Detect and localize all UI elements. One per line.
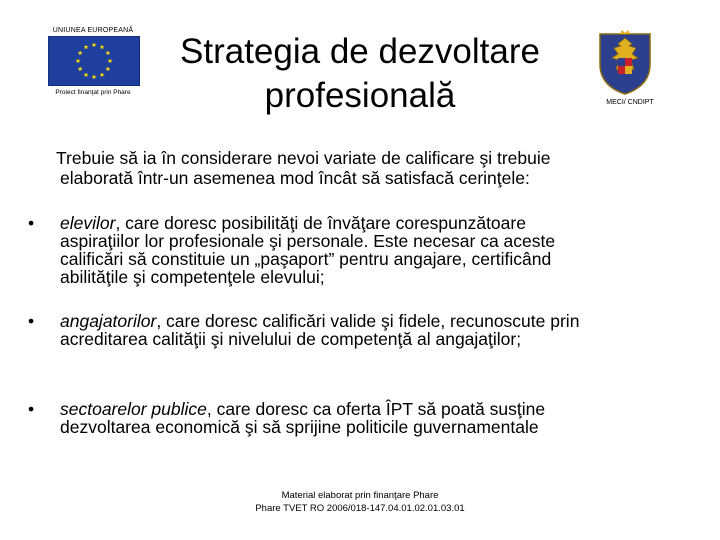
romania-coat-of-arms-logo — [596, 30, 654, 96]
bullet-text — [60, 400, 690, 436]
bullet-rest: , care doresc calificări valide şi fidele, recunoscute prin — [156, 311, 580, 331]
bullet-text — [60, 214, 690, 286]
eu-star-icon — [108, 58, 113, 63]
title-line-2: profesională — [264, 76, 456, 115]
bullet-rest: , care doresc ca oferta ÎPT să poată susţine — [206, 399, 546, 419]
eu-star-icon — [92, 42, 97, 47]
bullet-rest: , care doresc posibilităţi de învăţare corespunzătoare — [115, 213, 526, 233]
title-line-1: Strategia de dezvoltare — [180, 32, 540, 71]
bullet-line: acreditarea calităţii şi nivelului de competenţă al angajaţilor; — [60, 329, 522, 349]
eu-star-icon — [84, 45, 89, 50]
eu-star-icon — [100, 72, 105, 77]
bullet-term: angajatorilor — [60, 311, 157, 331]
page-title — [150, 30, 570, 118]
bullet-line: calificări să constituie un „paşaport” pentru angajare, certificând — [60, 249, 552, 269]
footer-line-2: Phare TVET RO 2006/018-147.04.01.02.01.03.01 — [255, 503, 465, 514]
footer-note — [200, 489, 520, 515]
footer-line-1: Material elaborat prin finanţare Phare — [281, 490, 439, 501]
bullet-text — [60, 312, 690, 348]
bullet-term: sectoarelor publice — [60, 399, 207, 419]
eu-star-icon — [76, 58, 81, 63]
eu-flag-logo — [48, 36, 140, 86]
eu-logo-caption: UNIUNEA EUROPEANĂ — [52, 27, 134, 34]
eu-star-icon — [84, 72, 89, 77]
intro-paragraph — [56, 148, 686, 188]
coat-of-arms-caption: MECI/ CNDIPT — [606, 99, 654, 106]
eu-star-icon — [100, 45, 105, 50]
eu-star-icon — [92, 74, 97, 79]
bullet-line: aspiraţiilor lor profesionale şi personale. Este necesar ca aceste — [60, 231, 556, 251]
coat-of-arms-icon — [596, 30, 654, 96]
bullet-line: abilităţile şi competenţele elevului; — [60, 267, 325, 287]
intro-line-2: elaborată într-un asemenea mod încât să satisfacă cerinţele: — [60, 168, 530, 188]
eu-star-icon — [78, 50, 83, 55]
intro-line-1: Trebuie să ia în considerare nevoi variate de calificare şi trebuie — [56, 148, 551, 168]
bullet-marker: • — [28, 399, 35, 419]
eu-stars-icon — [49, 37, 139, 85]
bullet-line: dezvoltarea economică şi să sprijine politicile guvernamentale — [60, 417, 539, 437]
eu-star-icon — [105, 50, 110, 55]
eu-star-icon — [105, 66, 110, 71]
bullet-marker: • — [28, 213, 35, 233]
eu-star-icon — [78, 66, 83, 71]
bullet-marker: • — [28, 311, 35, 331]
bullet-term: elevilor — [60, 213, 116, 233]
eu-funding-caption: Proiect finanţat prin Phare — [55, 89, 131, 96]
